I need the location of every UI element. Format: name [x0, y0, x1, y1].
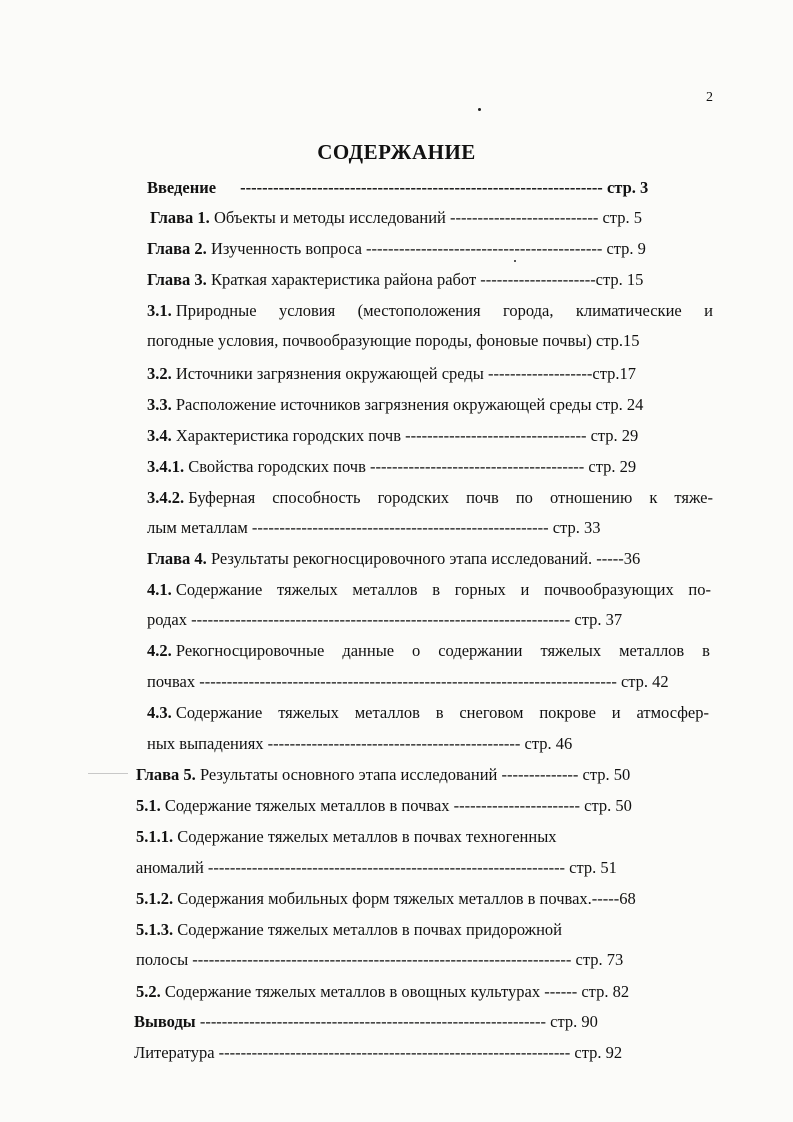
toc-entry-number: 3.4.1. [147, 457, 185, 476]
toc-entry-number: Глава 3. [147, 270, 207, 289]
toc-entry-chapter-2[interactable] [147, 239, 646, 259]
toc-entry-text: Результаты рекогносцировочного этапа исследований. -----36 [206, 549, 641, 568]
toc-entry-5-1-2[interactable] [136, 889, 636, 909]
toc-entry-literature[interactable]: Литература ---------------------------------------------------------------- стр. 92 [134, 1043, 623, 1062]
toc-word: Содержание [175, 703, 263, 722]
toc-entry-4-3-cont: ных выпадениях ---------------------------------------------- стр. 46 [147, 734, 573, 753]
toc-entry-label: Выводы [134, 1012, 196, 1031]
toc-entry-number: 5.1.1. [136, 827, 174, 846]
toc-word: условия [278, 301, 336, 320]
toc-word: почвообразующих [544, 580, 674, 599]
toc-entry-chapter-3[interactable] [147, 270, 643, 290]
toc-entry-number: 4.3. [147, 703, 172, 722]
toc-word: тяжелых [277, 580, 338, 599]
toc-entry-number: 3.3. [147, 395, 172, 414]
toc-entry-text: Результаты основного этапа исследований -------------- стр. 50 [195, 765, 631, 784]
toc-entry-text: Содержание тяжелых металлов в почвах техногенных [173, 827, 557, 846]
toc-page: стр. 3 [606, 178, 649, 197]
margin-rule [88, 773, 128, 774]
toc-entry-3-4[interactable] [147, 426, 638, 446]
toc-word: по- [688, 580, 711, 599]
toc-entry-intro[interactable] [147, 178, 712, 198]
toc-entry-number: 3.1. [147, 301, 172, 320]
toc-word: способность [272, 488, 361, 507]
toc-word: и [520, 580, 530, 599]
toc-entry-text: Расположение источников загрязнения окружающей среды стр. 24 [171, 395, 644, 414]
toc-entry-number: 4.2. [147, 641, 172, 660]
toc-word: покрове [539, 703, 596, 722]
toc-entry-number: 5.1. [136, 796, 161, 815]
toc-word: Буферная [188, 488, 256, 507]
toc-entry-4-1[interactable] [147, 580, 711, 600]
toc-entry-text: Источники загрязнения окружающей среды -------------------стр.17 [171, 364, 637, 383]
toc-word: о [412, 641, 421, 660]
toc-entry-text: Содержание тяжелых металлов в почвах придорожной [173, 920, 562, 939]
toc-word: Содержание [175, 580, 263, 599]
toc-entry-text: Содержания мобильных форм тяжелых металлов в почвах.-----68 [173, 889, 636, 908]
toc-word: к [649, 488, 658, 507]
toc-word: металлов [352, 580, 418, 599]
toc-entry-label: Введение [147, 178, 217, 197]
toc-entry-4-3[interactable] [147, 703, 709, 723]
toc-entry-number: 3.2. [147, 364, 172, 383]
toc-word: в [435, 703, 444, 722]
toc-entry-5-1-1[interactable] [136, 827, 557, 847]
toc-entry-3-4-2-cont: лым металлам ------------------------------------------------------ стр. 33 [147, 518, 601, 537]
toc-entry-text: Свойства городских почв --------------------------------------- стр. 29 [184, 457, 637, 476]
toc-entry-conclusions[interactable] [134, 1012, 598, 1032]
toc-word: в [432, 580, 441, 599]
toc-word: снеговом [459, 703, 524, 722]
toc-entry-4-2[interactable] [147, 641, 710, 661]
toc-entry-3-1-cont: погодные условия, почвообразующие породы, фоновые почвы) стр.15 [147, 331, 640, 350]
toc-word: Рекогносцировочные [175, 641, 325, 660]
toc-entry-text: --------------------------------------------------------------- стр. 90 [195, 1012, 598, 1031]
toc-word: городских [377, 488, 450, 507]
toc-entry-number: 3.4. [147, 426, 172, 445]
toc-word: металлов [354, 703, 420, 722]
page-number: 2 [706, 90, 713, 105]
toc-entry-number: 5.1.2. [136, 889, 174, 908]
toc-entry-3-1[interactable] [147, 301, 713, 321]
toc-entry-number: 3.4.2. [147, 488, 185, 507]
toc-entry-5-2[interactable] [136, 982, 629, 1002]
toc-entry-3-2[interactable] [147, 364, 636, 384]
toc-entry-4-1-cont: родах --------------------------------------------------------------------- стр. 37 [147, 610, 623, 629]
toc-word: Природные [175, 301, 257, 320]
toc-entry-number: 5.2. [136, 982, 161, 1001]
toc-entry-3-3[interactable] [147, 395, 643, 415]
toc-word: атмосфер- [636, 703, 709, 722]
toc-entry-number: Глава 5. [136, 765, 196, 784]
toc-entry-text: Изученность вопроса ------------------------------------------- стр. 9 [206, 239, 646, 258]
toc-entry-number: Глава 1. [150, 208, 210, 227]
toc-entry-5-1-3-cont: полосы --------------------------------------------------------------------- стр. 73 [136, 950, 624, 969]
toc-entry-5-1-1-cont: аномалий ----------------------------------------------------------------- стр. 51 [136, 858, 617, 877]
toc-entry-number: Глава 4. [147, 549, 207, 568]
toc-entry-text: Содержание тяжелых металлов в овощных культурах ------ стр. 82 [160, 982, 630, 1001]
toc-word: содержании [438, 641, 523, 660]
toc-entry-text: Краткая характеристика района работ ---------------------стр. 15 [206, 270, 644, 289]
toc-entry-5-1[interactable] [136, 796, 632, 816]
toc-word: климатические [575, 301, 682, 320]
toc-entry-text: Объекты и методы исследований --------------------------- стр. 5 [209, 208, 642, 227]
toc-entry-5-1-3[interactable] [136, 920, 562, 940]
toc-entry-number: 4.1. [147, 580, 172, 599]
toc-word: города, [502, 301, 554, 320]
toc-entry-3-4-1[interactable] [147, 457, 636, 477]
toc-word: отношению [549, 488, 633, 507]
toc-entry-text: Характеристика городских почв --------------------------------- стр. 29 [171, 426, 639, 445]
toc-word: (местоположения [357, 301, 481, 320]
toc-entry-4-2-cont: почвах ---------------------------------------------------------------------------- стр. 42 [147, 672, 669, 691]
toc-word: по [515, 488, 533, 507]
toc-word: данные [342, 641, 395, 660]
toc-leader: ------------------------------------------------------------------ [240, 178, 603, 197]
toc-word: и [611, 703, 621, 722]
toc-entry-chapter-4[interactable] [147, 549, 640, 569]
toc-entry-number: 5.1.3. [136, 920, 174, 939]
toc-entry-chapter-1[interactable] [150, 208, 642, 228]
toc-entry-text: Содержание тяжелых металлов в почвах ----------------------- стр. 50 [160, 796, 632, 815]
toc-word: горных [454, 580, 506, 599]
page-title: СОДЕРЖАНИЕ [317, 140, 476, 164]
toc-entry-3-4-2[interactable] [147, 488, 713, 508]
toc-word: в [702, 641, 710, 660]
toc-word: тяжелых [278, 703, 339, 722]
toc-word: почв [466, 488, 499, 507]
toc-word: и [704, 301, 713, 320]
toc-word: металлов [619, 641, 685, 660]
toc-entry-chapter-5[interactable] [136, 765, 630, 785]
toc-word: тяже- [674, 488, 713, 507]
toc-entry-number: Глава 2. [147, 239, 207, 258]
toc-word: тяжелых [540, 641, 602, 660]
